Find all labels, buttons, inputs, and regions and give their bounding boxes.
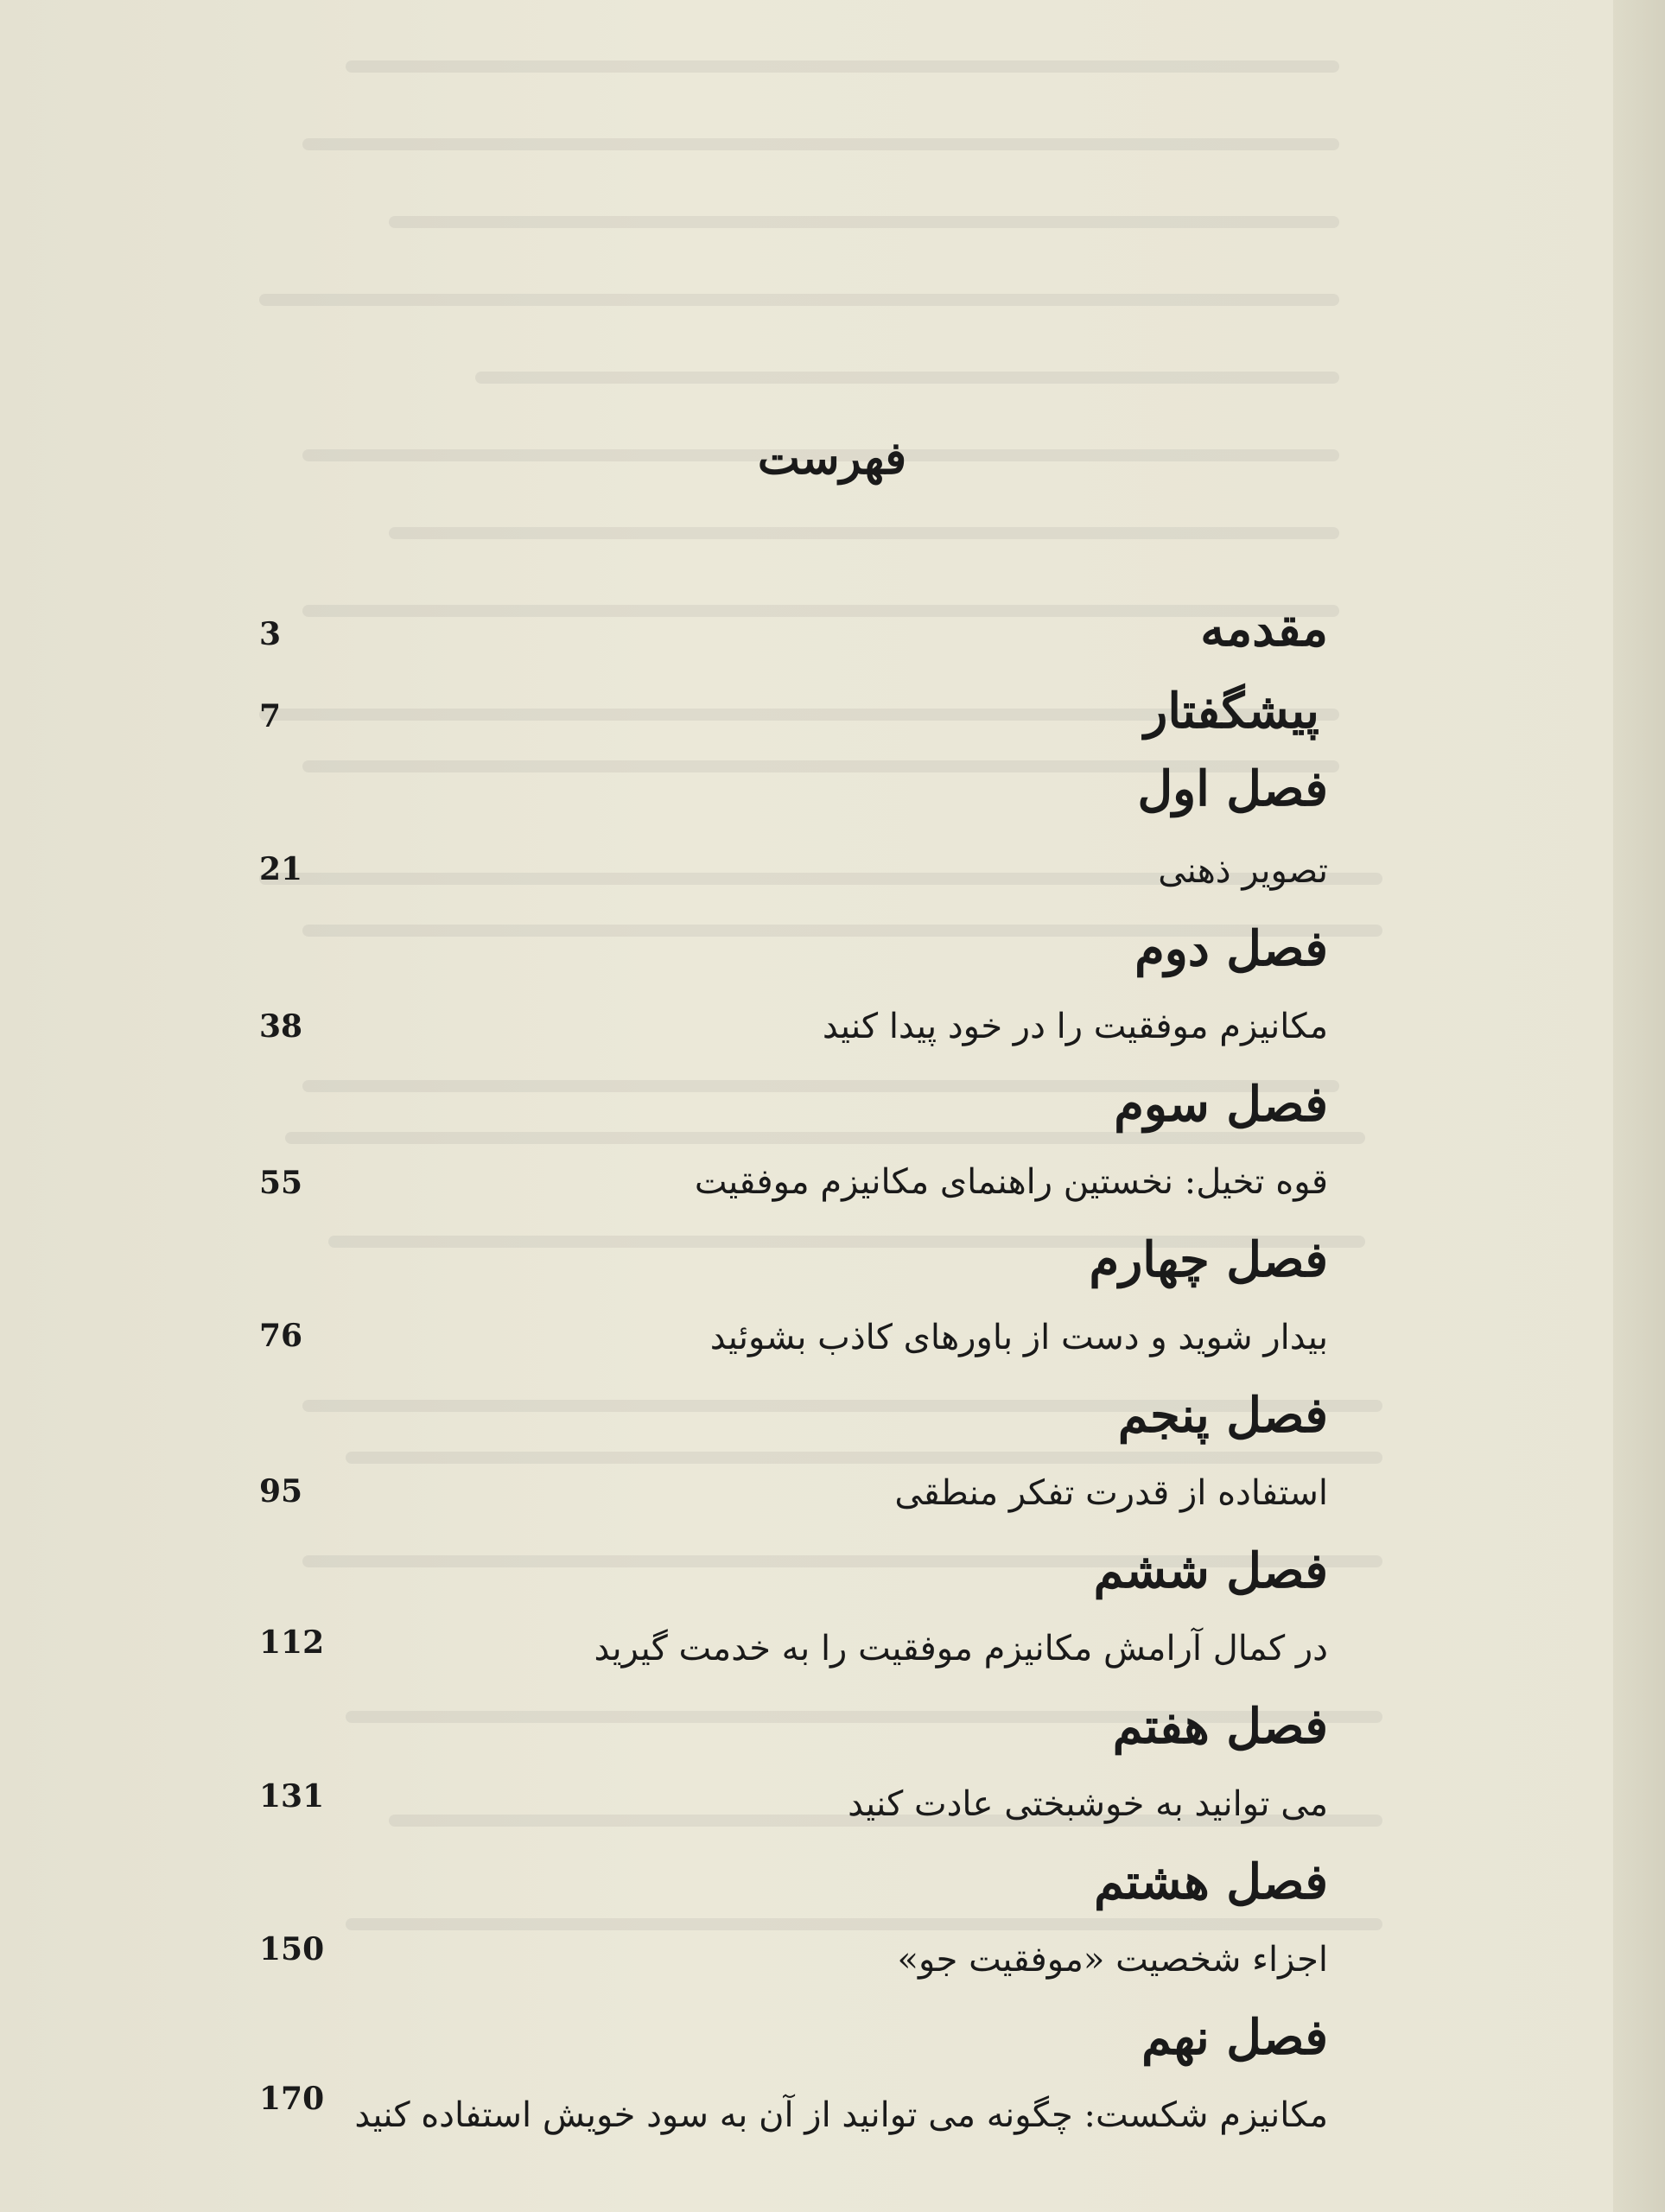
toc-chapter-title: پیشگفتار: [1144, 683, 1319, 740]
toc-chapter-subtitle: استفاده از قدرت تفکر منطقی: [894, 1473, 1328, 1513]
toc-page-number: 55: [259, 1165, 303, 1201]
toc-chapter-title: فصل هفتم: [1112, 1698, 1328, 1755]
toc-chapter-title: فصل هشتم: [1094, 1853, 1328, 1910]
toc-chapter-title: فصل چهارم: [1089, 1231, 1328, 1288]
toc-chapter-title: فصل ششم: [1093, 1542, 1328, 1599]
toc-chapter-subtitle: می توانید به خوشبختی عادت کنید: [848, 1784, 1328, 1824]
toc-page-number: 7: [259, 698, 282, 734]
toc-chapter-subtitle: مکانیزم موفقیت را در خود پیدا کنید: [822, 1007, 1328, 1046]
toc-chapter-title: فصل پنجم: [1117, 1387, 1328, 1444]
toc-page-number: 76: [259, 1318, 303, 1354]
toc-page-number: 95: [259, 1473, 303, 1510]
toc-chapter-subtitle: مکانیزم شکست: چگونه می توانید از آن به سود خویش استفاده کنید: [354, 2095, 1328, 2135]
toc-chapter-title: فصل اول: [1137, 760, 1328, 817]
toc-chapter-title: فصل نهم: [1141, 2009, 1328, 2066]
toc-chapter-subtitle: قوه تخیل: نخستین راهنمای مکانیزم موفقیت: [694, 1162, 1328, 1202]
toc-chapter-title: فصل دوم: [1134, 920, 1328, 977]
toc-page-number: 112: [259, 1624, 325, 1661]
toc-title: فهرست: [757, 432, 907, 485]
toc-chapter-title: فصل سوم: [1114, 1076, 1328, 1133]
toc-page-number: 21: [259, 851, 303, 887]
toc-chapter-subtitle: در کمال آرامش مکانیزم موفقیت را به خدمت گیرید: [594, 1629, 1328, 1669]
toc-chapter-subtitle: بیدار شوید و دست از باورهای کاذب بشوئید: [709, 1318, 1328, 1357]
toc-chapter-subtitle: تصویر ذهنی: [1158, 851, 1328, 891]
toc-page-number: 150: [259, 1931, 325, 1967]
toc-page-number: 131: [259, 1778, 325, 1815]
toc-page-number: 170: [259, 2081, 325, 2117]
toc-page-number: 38: [259, 1008, 303, 1045]
toc-chapter-title: مقدمه: [1200, 601, 1328, 658]
toc-chapter-subtitle: اجزاء شخصیت «موفقیت جو»: [897, 1940, 1328, 1980]
toc-page-number: 3: [259, 616, 282, 652]
